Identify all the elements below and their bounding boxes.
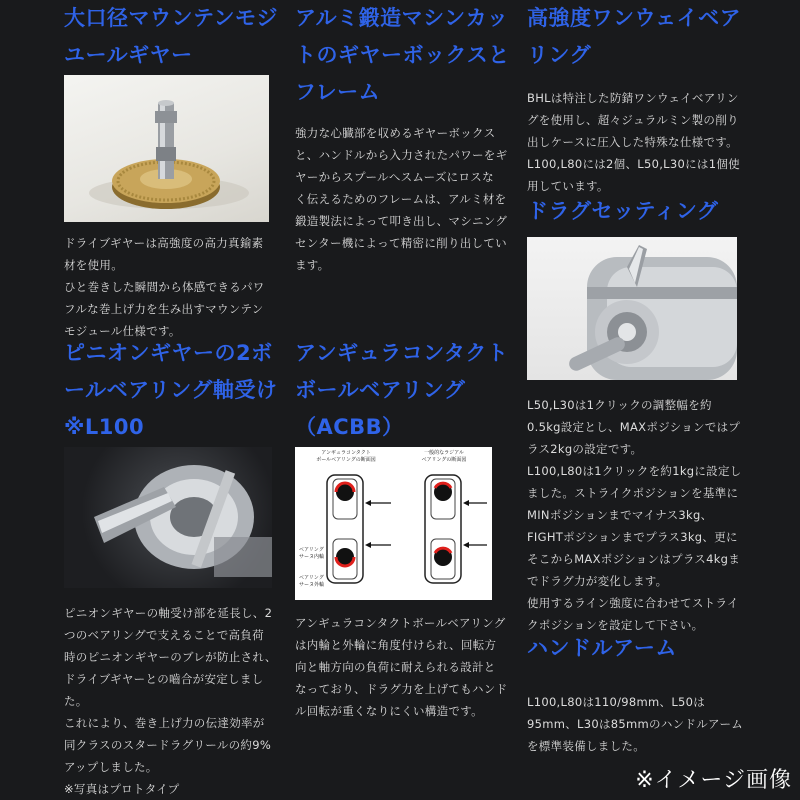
body-line: 同クラスのスタードラグリールの約9%	[64, 738, 272, 752]
heading-line: 高強度ワンウェイベア	[527, 6, 742, 30]
body-line: でドラグ力が変化します。	[527, 574, 668, 588]
heading-line: リング	[527, 43, 592, 67]
body-line: センター機によって精密に削り出してい	[295, 236, 507, 250]
body-line: を標準装備しました。	[527, 739, 645, 753]
body-line: グを使用し、超々ジュラルミン製の削り	[527, 113, 739, 127]
drive-gear-photo	[64, 75, 269, 222]
body-line: ル回転が重くなりにくい構造です。	[295, 704, 483, 718]
diagram-label-right: 一般的なラジアル ベアリングの断面図	[421, 450, 467, 463]
drag-reel-photo	[527, 237, 737, 380]
heading-line: ハンドルアーム	[527, 636, 677, 660]
body-line: クポジションを設定して下さい。	[527, 618, 704, 632]
body-line: フルな巻上げ力を生み出すマウンテン	[64, 302, 264, 316]
heading-line: ※L100	[64, 415, 145, 439]
body-line: ヤーからスプールへスムーズにロスな	[295, 170, 494, 184]
body-line: 時のピニオンギヤーのブレが防止され、	[64, 650, 277, 664]
col1-heading-pinion	[64, 335, 277, 446]
col3-heading-handle	[527, 630, 677, 667]
col2-heading-acbb	[295, 335, 508, 446]
body-line: アップしました。	[64, 760, 158, 774]
col3-heading-oneway	[527, 0, 741, 74]
body-line: つのベアリングで支えることで高負荷	[64, 628, 264, 642]
diagram-label-left: アンギュラコンタクト ボールベアリングの断面図	[316, 450, 376, 463]
col2-heading-gearbox	[295, 0, 510, 111]
body-line: ※写真はプロトタイプ	[64, 782, 180, 796]
body-line: BHLは特注した防錆ワンウェイベアリン	[527, 91, 739, 105]
body-line: L100,L80は110/98mm、L50は	[527, 695, 706, 709]
body-line: 向と軸方向の負荷に耐えられる設計と	[295, 660, 496, 674]
col2-body-acbb	[295, 612, 507, 722]
col3-body-oneway	[527, 87, 740, 197]
body-line: 0.5kg設定とし、MAXポジションではプ	[527, 420, 741, 434]
body-line: 用しています。	[527, 179, 609, 193]
body-line: アンギュラコンタクトボールベアリング	[295, 616, 506, 630]
col3-body-drag	[527, 394, 742, 636]
col3-heading-drag	[527, 193, 718, 230]
body-line: ドライブギヤーは高強度の高力真鍮素	[64, 236, 264, 250]
body-line: L100,L80は1クリックを約1kgに設定し	[527, 464, 742, 478]
heading-line: ドラグセッティング	[527, 199, 719, 223]
diagram-label-outer-race: ベアリング サーヌ内輪	[299, 547, 325, 560]
body-line: く伝えるためのフレームは、アルミ材を	[295, 192, 507, 206]
body-line: ピニオンギヤーの軸受け部を延長し、2	[64, 606, 273, 620]
body-line: L100,L80には2個、L50,L30には1個使	[527, 157, 740, 171]
body-line: ます。	[295, 258, 330, 272]
col3-body-handle	[527, 691, 743, 757]
body-line: と、ハンドルから入力されたパワーをギ	[295, 148, 508, 162]
col2-body-gearbox	[295, 122, 507, 276]
body-line: ました。ストライクポジションを基準に	[527, 486, 739, 500]
body-line: ひと巻きした瞬間から体感できるパワ	[64, 280, 265, 294]
heading-line: トのギヤーボックスと	[295, 43, 510, 67]
body-line: そこからMAXポジションはプラス4kgま	[527, 552, 741, 566]
body-line: これにより、巻き上げ力の伝達効率が	[64, 716, 265, 730]
pinion-bearing-photo	[64, 447, 272, 588]
body-line: 強力な心臓部を収めるギヤーボックス	[295, 126, 496, 140]
heading-line: フレーム	[295, 80, 381, 104]
body-line: 使用するライン強度に合わせてストライ	[527, 596, 739, 610]
body-line: ドライブギヤーとの嚙合が安定しまし	[64, 672, 264, 686]
body-line: MINポジションまでマイナス3kg、	[527, 508, 713, 522]
bearing-diagram	[295, 447, 492, 600]
body-line: FIGHTポジションまでプラス3kg、更に	[527, 530, 738, 544]
heading-line: 大口径マウンテンモジ	[64, 6, 278, 30]
diagram-label-inner-race: ベアリング サーヌ外輪	[299, 575, 325, 588]
heading-line: ボールベアリング	[295, 378, 466, 402]
body-line: 出しケースに圧入した特殊な仕様です。	[527, 135, 738, 149]
body-line: L50,L30は1クリックの調整幅を約	[527, 398, 712, 412]
image-note: ※イメージ画像	[635, 768, 792, 793]
heading-line: ピニオンギヤーの2ボ	[64, 341, 273, 365]
col1-heading-gear	[64, 0, 278, 74]
heading-line: ユールギヤー	[64, 43, 193, 67]
body-line: ラス2kgの設定です。	[527, 442, 643, 456]
body-line: なっており、ドラグ力を上げてもハンド	[295, 682, 508, 696]
heading-line: アルミ鍛造マシンカッ	[295, 6, 509, 30]
body-line: 材を使用。	[64, 258, 123, 272]
body-line: 鍛造製法によって叩き出し、マシニング	[295, 214, 508, 228]
col1-body-pinion	[64, 602, 277, 800]
body-line: た。	[64, 694, 88, 708]
body-line: は内輪と外輪に角度付けられ、回転方	[295, 638, 497, 652]
col1-body-gear	[64, 232, 265, 342]
body-line: モジュール仕様です。	[64, 324, 181, 338]
heading-line: アンギュラコンタクト	[295, 341, 509, 365]
body-line: 95mm、L30は85mmのハンドルアーム	[527, 717, 744, 731]
heading-line: ールベアリング軸受け	[64, 378, 278, 402]
heading-line: （ACBB）	[295, 415, 404, 439]
